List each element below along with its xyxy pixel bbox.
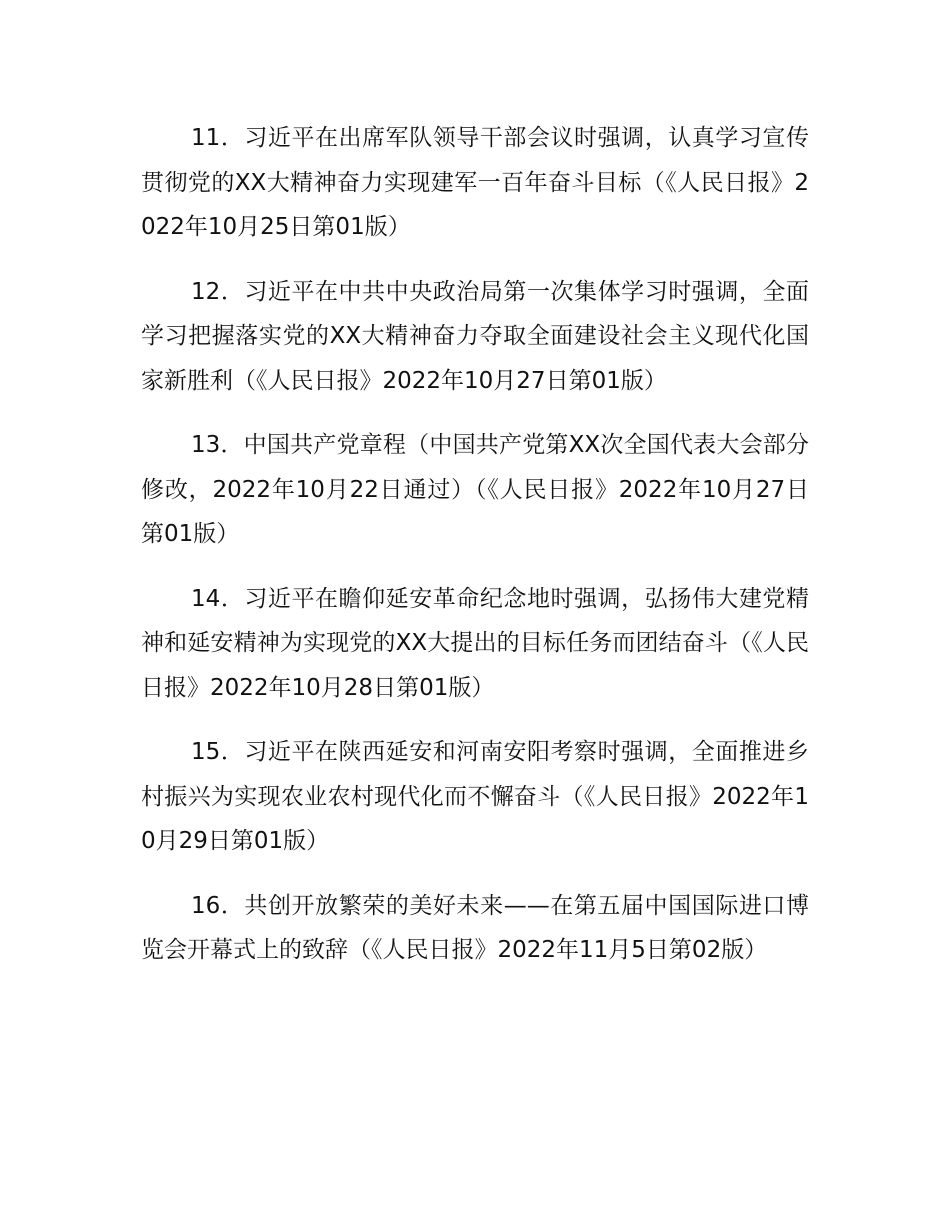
reference-entry-15: 15．习近平在陕西延安和河南安阳考察时强调，全面推进乡村振兴为实现农业农村现代化而不懈奋斗（《人民日报》2022年10月29日第01版） [141, 739, 809, 854]
reference-entry-16: 16．共创开放繁荣的美好未来——在第五届中国国际进口博览会开幕式上的致辞（《人民日报》2022年11月5日第02版） [141, 892, 809, 963]
reference-entry-12: 12．习近平在中共中央政治局第一次集体学习时强调，全面学习把握落实党的XX大精神奋力夺取全面建设社会主义现代化国家新胜利（《人民日报》2022年10月27日第01版） [141, 278, 809, 394]
reference-entry-14: 14．习近平在瞻仰延安革命纪念地时强调，弘扬伟大建党精神和延安精神为实现党的XX大提出的目标任务而团结奋斗（《人民日报》2022年10月28日第01版） [141, 585, 809, 701]
reference-list [141, 116, 809, 993]
reference-entry-11: 11．习近平在出席军队领导干部会议时强调，认真学习宣传贯彻党的XX大精神奋力实现建军一百年奋斗目标（《人民日报》2022年10月25日第01版） [141, 125, 809, 240]
reference-entry-13: 13．中国共产党章程（中国共产党第XX次全国代表大会部分修改，2022年10月22日通过）（《人民日报》2022年10月27日第01版） [141, 432, 809, 547]
